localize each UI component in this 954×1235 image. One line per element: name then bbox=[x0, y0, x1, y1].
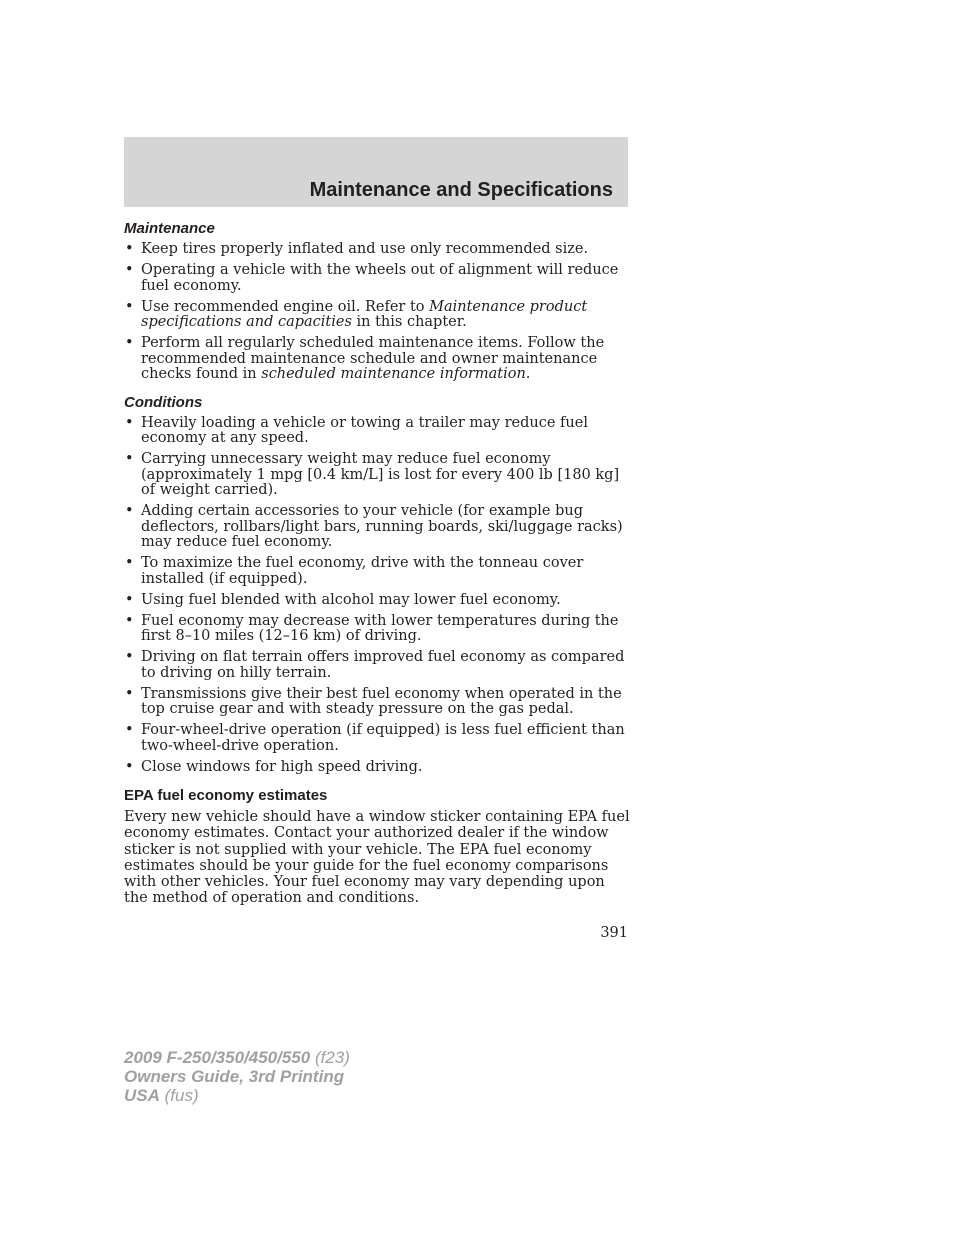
list-item: • Transmissions give their best fuel economy when operated in the top cruise gear and with steady pressure on the gas pedal. bbox=[124, 687, 630, 718]
list-item: • Heavily loading a vehicle or towing a trailer may reduce fuel economy at any speed. bbox=[124, 416, 630, 447]
list-item: • Keep tires properly inflated and use only recommended size. bbox=[124, 242, 630, 258]
list-item: • Adding certain accessories to your vehicle (for example bug deflectors, rollbars/light bars, running boards, ski/luggage racks) may reduce fuel economy. bbox=[124, 504, 630, 551]
list-item: • Close windows for high speed driving. bbox=[124, 760, 630, 776]
list-item: • Carrying unnecessary weight may reduce fuel economy (approximately 1 mpg [0.4 km/L] is lost for every 400 lb [180 kg] of weight carried). bbox=[124, 452, 630, 499]
footer-edition bbox=[124, 1048, 350, 1105]
conditions-list bbox=[124, 416, 630, 776]
list-item bbox=[124, 300, 630, 331]
footer-line-1 bbox=[124, 1048, 350, 1067]
conditions-heading: Conditions bbox=[124, 393, 203, 411]
epa-heading: EPA fuel economy estimates bbox=[124, 787, 328, 804]
epa-paragraph: Every new vehicle should have a window sticker containing EPA fuel economy estimates. Contact your authorized dealer if the window sticker is not supplied with your vehicle. The EPA fuel economy estimates should be your guide for the fuel economy comparisons with other vehicles. Your fuel economy may vary depending upon the method of operation and conditions. bbox=[124, 809, 630, 907]
list-item: • Using fuel blended with alcohol may lower fuel economy. bbox=[124, 593, 630, 609]
list-item: • Four-wheel-drive operation (if equipped) is less fuel efficient than two-wheel-drive operation. bbox=[124, 723, 630, 754]
cross-reference: Maintenance product specifications and capacities bbox=[141, 298, 588, 330]
region-text: USA bbox=[124, 1086, 160, 1105]
list-item: • Fuel economy may decrease with lower temperatures during the first 8–10 miles (12–16 km) of driving. bbox=[124, 614, 630, 645]
item-text: in this chapter. bbox=[351, 314, 467, 330]
list-item: • To maximize the fuel economy, drive with the tonneau cover installed (if equipped). bbox=[124, 556, 630, 587]
page-content bbox=[124, 220, 630, 907]
cross-reference: scheduled maintenance information. bbox=[261, 366, 531, 382]
page-number: 391 bbox=[600, 925, 628, 941]
list-item: • Driving on flat terrain offers improved fuel economy as compared to driving on hilly terrain. bbox=[124, 650, 630, 681]
footer-line-3 bbox=[124, 1086, 350, 1105]
header-band bbox=[124, 137, 628, 207]
model-text: 2009 F-250/350/450/550 bbox=[124, 1048, 311, 1067]
model-code: (f23) bbox=[310, 1048, 350, 1067]
maintenance-list bbox=[124, 242, 630, 383]
item-text: Perform all regularly scheduled maintenance items. Follow the recommended maintenance schedule and owner maintenance checks found in bbox=[141, 335, 605, 382]
region-code: (fus) bbox=[159, 1086, 199, 1105]
maintenance-heading: Maintenance bbox=[124, 220, 215, 237]
footer-line-2: Owners Guide, 3rd Printing bbox=[124, 1067, 345, 1086]
list-item: • Operating a vehicle with the wheels out of alignment will reduce fuel economy. bbox=[124, 263, 630, 294]
list-item bbox=[124, 336, 630, 383]
item-text: Use recommended engine oil. Refer to bbox=[141, 298, 430, 315]
section-title: Maintenance and Specifications bbox=[309, 179, 613, 201]
